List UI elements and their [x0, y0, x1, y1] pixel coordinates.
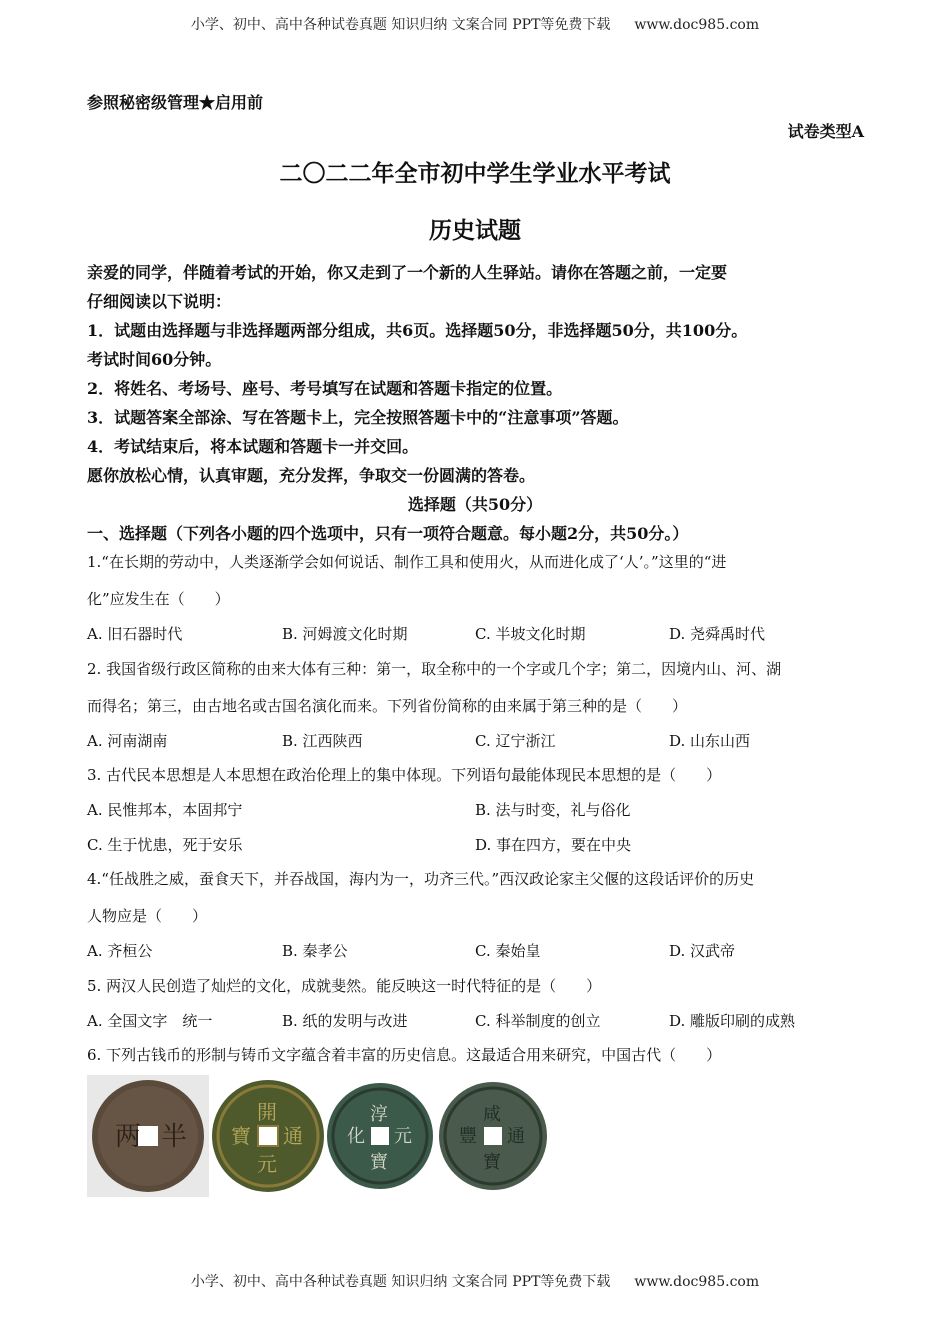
question-5-option-c: C. 科举制度的创立 [475, 1012, 601, 1030]
question-5-option-b: B. 纸的发明与改进 [282, 1012, 408, 1030]
page-header [0, 14, 950, 34]
intro-line: 1．试题由选择题与非选择题两部分组成，共6页。选择题50分，非选择题50分，共100分。 [87, 321, 748, 340]
question-4-option-c: C. 秦始皇 [475, 942, 541, 960]
section-title: 选择题（共50分） [407, 495, 543, 514]
question-4-option-d: D. 汉武帝 [669, 942, 736, 960]
coin-char: 化 [347, 1126, 365, 1147]
question-3-option-b: B. 法与时变，礼与俗化 [475, 801, 631, 819]
coin-char: 寶 [370, 1152, 388, 1173]
question-3-option-c: C. 生于忧患，死于安乐 [87, 836, 243, 854]
intro-line: 考试时间60分钟。 [87, 350, 222, 369]
paper-type: 试卷类型A [787, 122, 864, 141]
chunhua-yuanbao-coin-image [325, 1075, 435, 1197]
question-1-option-d: D. 尧舜禹时代 [669, 625, 766, 643]
section-heading: 一、选择题（下列各小题的四个选项中，只有一项符合题意。每小题2分，共50分。） [87, 524, 689, 543]
exam-subtitle: 历史试题 [429, 217, 521, 244]
coin-char: 寶 [483, 1152, 501, 1173]
intro-line: 愿你放松心情，认真审题，充分发挥，争取交一份圆满的答卷。 [87, 466, 536, 485]
question-4-line: 人物应是（ ） [87, 907, 208, 925]
question-2-option-d: D. 山东山西 [669, 732, 751, 750]
question-3-option-d: D. 事在四方，要在中央 [475, 836, 632, 854]
exam-title: 二〇二二年全市初中学生学业水平考试 [279, 160, 671, 187]
question-6-line: 6. 下列古钱币的形制与铸币文字蕴含着丰富的历史信息。这最适合用来研究，中国古代（ ） [87, 1046, 722, 1064]
question-1-line: 1.“在长期的劳动中，人类逐渐学会如何说话、制作工具和使用火，从而进化成了‘人’。”这里的“进 [87, 553, 727, 571]
question-1-option-c: C. 半坡文化时期 [475, 625, 586, 643]
question-2-option-c: C. 辽宁浙江 [475, 732, 556, 750]
intro-line: 2．将姓名、考场号、座号、考号填写在试题和答题卡指定的位置。 [87, 379, 563, 398]
coin-char: 寶 [231, 1124, 251, 1148]
question-4-line: 4.“任战胜之威，蚕食天下，并吞战国，海内为一，功齐三代。”西汉政论家主父偃的这段话评价的历史 [87, 870, 755, 888]
coin-char: 通 [283, 1124, 303, 1148]
coin-char: 半 [161, 1122, 188, 1152]
question-1-line: 化”应发生在（ ） [87, 590, 230, 608]
question-4-option-b: B. 秦孝公 [282, 942, 348, 960]
coin-char: 豐 [459, 1126, 477, 1147]
intro-line: 3．试题答案全部涂、写在答题卡上，完全按照答题卡中的“注意事项”答题。 [87, 408, 629, 427]
question-5-option-d: D. 雕版印刷的成熟 [669, 1012, 796, 1030]
kaiyuan-tongbao-coin-image [209, 1075, 327, 1197]
question-2-option-a: A. 河南湖南 [87, 732, 168, 750]
question-1-option-b: B. 河姆渡文化时期 [282, 625, 408, 643]
question-4-option-a: A. 齐桓公 [87, 942, 153, 960]
question-5-line: 5. 两汉人民创造了灿烂的文化，成就斐然。能反映这一时代特征的是（ ） [87, 977, 602, 995]
header-site-link[interactable]: www.doc985.com [634, 17, 760, 33]
question-2-line: 2. 我国省级行政区简称的由来大体有三种：第一，取全称中的一个字或几个字；第二，因境内山、河、湖 [87, 660, 782, 678]
question-2-line: 而得名；第三，由古地名或古国名演化而来。下列省份简称的由来属于第三种的是（ ） [87, 697, 688, 715]
coin-char: 两 [115, 1122, 142, 1152]
question-3-line: 3. 古代民本思想是人本思想在政治伦理上的集中体现。下列语句最能体现民本思想的是（ ） [87, 766, 722, 784]
coin-char: 通 [507, 1126, 525, 1147]
coin-images [87, 1075, 557, 1200]
page-footer [0, 1271, 950, 1291]
coin-char: 開 [257, 1100, 277, 1124]
intro-line: 亲爱的同学，伴随着考试的开始，你又走到了一个新的人生驿站。请你在答题之前，一定要 [87, 263, 728, 282]
footer-text: 小学、初中、高中各种试卷真题 知识归纳 文案合同 PPT等免费下载 [190, 1274, 611, 1290]
dazhong-tongbao-coin-image [437, 1075, 549, 1197]
intro-line: 仔细阅读以下说明： [87, 292, 232, 311]
banliang-coin-image [87, 1075, 209, 1197]
secret-level: 参照秘密级管理★启用前 [87, 93, 264, 112]
question-1-option-a: A. 旧石器时代 [87, 625, 183, 643]
question-5-option-a: A. 全国文字 统一 [87, 1012, 213, 1030]
footer-site-link[interactable]: www.doc985.com [634, 1274, 760, 1290]
intro-line: 4．考试结束后，将本试题和答题卡一并交回。 [87, 437, 419, 456]
question-3-option-a: A. 民惟邦本，本固邦宁 [87, 801, 243, 819]
coin-char: 元 [257, 1152, 277, 1176]
question-2-option-b: B. 江西陕西 [282, 732, 363, 750]
header-text: 小学、初中、高中各种试卷真题 知识归纳 文案合同 PPT等免费下载 [190, 17, 611, 33]
coin-char: 元 [394, 1126, 412, 1147]
coin-char: 咸 [483, 1104, 501, 1125]
coin-char: 淳 [370, 1104, 388, 1125]
